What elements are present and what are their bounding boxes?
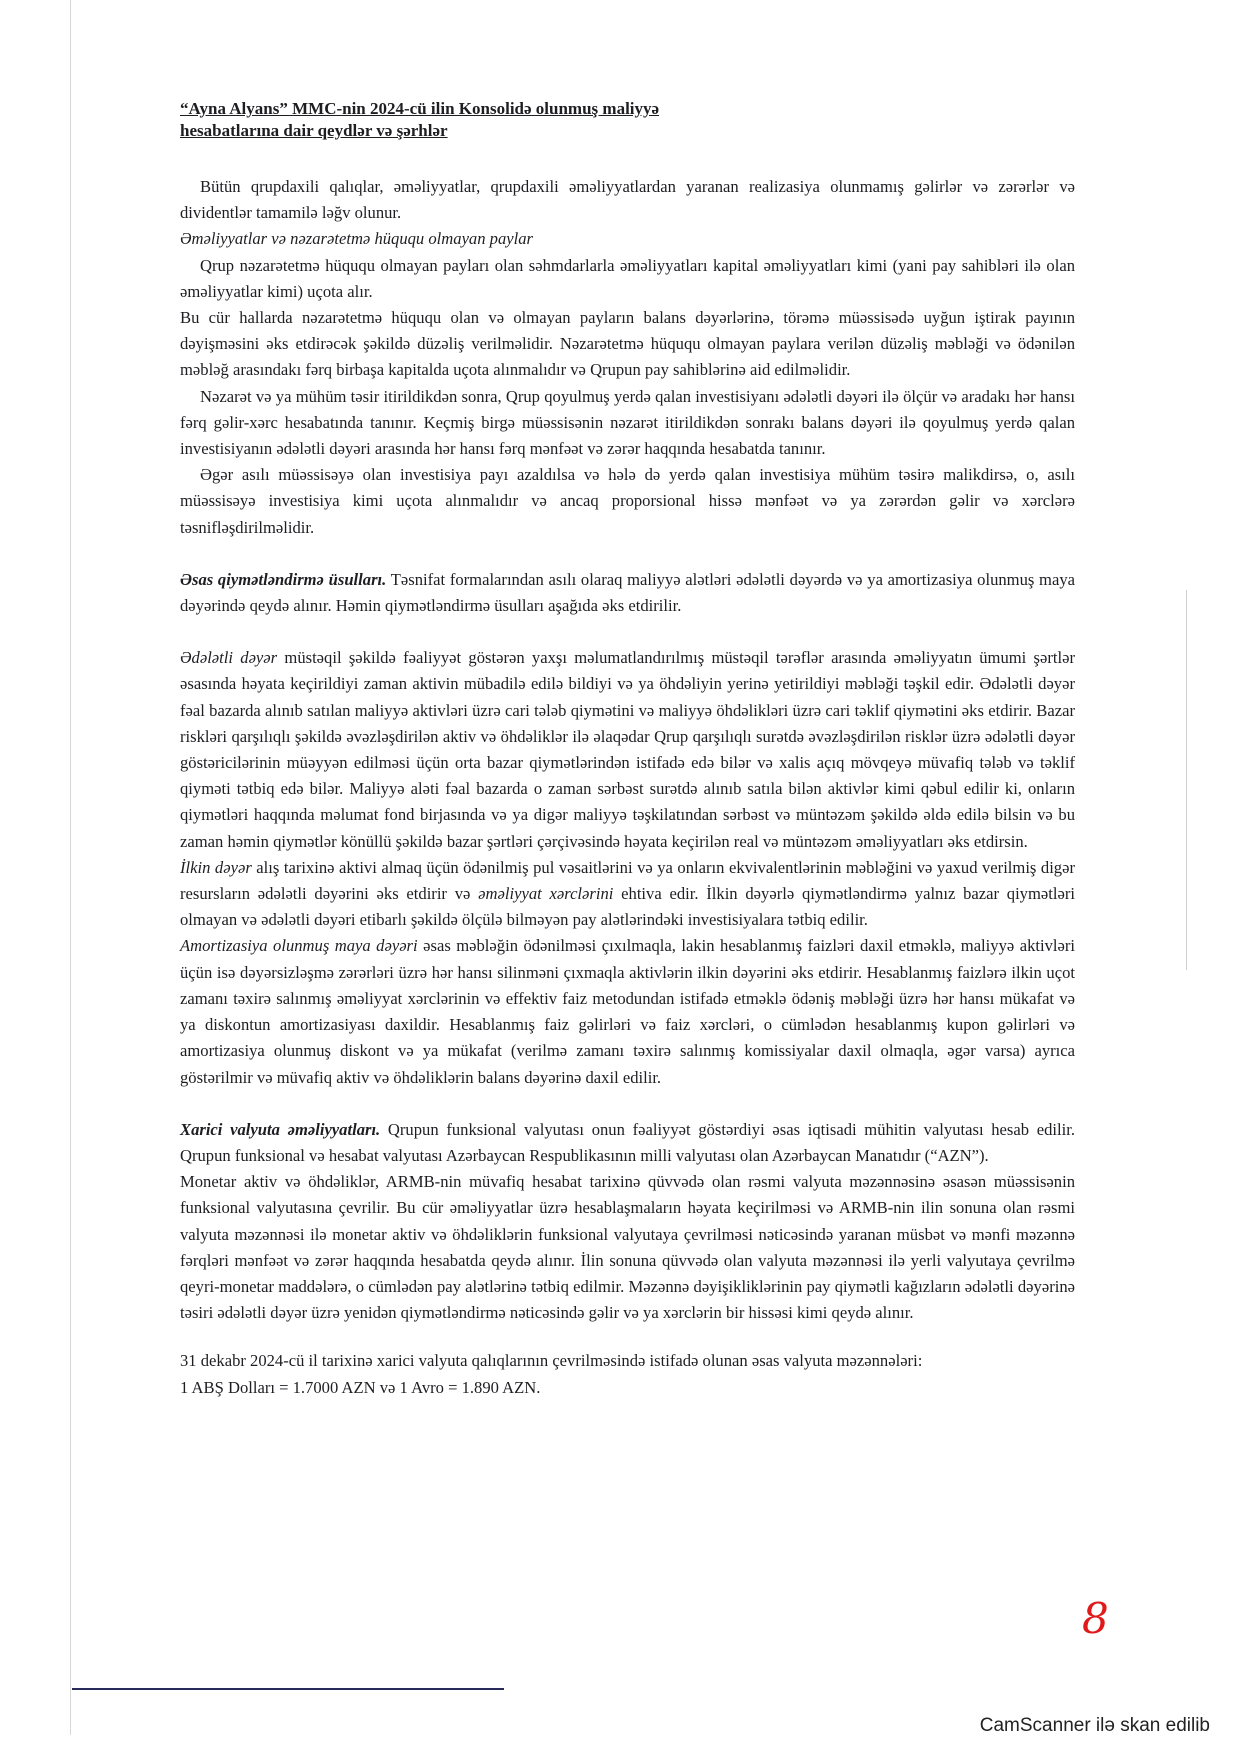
- paragraph-exchange-rates: 1 ABŞ Dolları = 1.7000 AZN və 1 Avro = 1.890 AZN.: [180, 1377, 541, 1397]
- term-initial-cost: İlkin dəyər: [180, 857, 252, 877]
- valuation-methods-text: Təsnifat formalarından asılı olaraq maliyyə alətləri ədələtli dəyərdə və ya amortizasiya olunmuş maya dəyərində qeydə alınır. Həmin qiymətləndirmə üsulları aşağıda əks etdirilir.: [180, 569, 1075, 616]
- heading-foreign-currency: Xarici valyuta əməliyyatları.: [180, 1119, 381, 1139]
- amortised-cost-text: əsas məbləğin ödənilməsi çıxılmaqla, lakin hesablanmış faizləri daxil etməklə, maliyyə aktivləri üçün isə dəyərsizləşmə zərərləri üzrə hər hansı silinməni çıxmaqla aktivlərin ilkin dəyərini əks etdirir. Hesablanmış faizlərə ilkin uçot zamanı təxirə salınmış əməliyyat xərclərinin və effektiv faiz metodundan istifadə etməklə ödəniş məbləği üzrə hər hansı mükafat və ya diskontun amortizasiyası daxildir. Hesablanmış faiz gəlirləri və faiz xərcləri, o cümlədən hesablanmış kupon gəlirləri və amortizasiya olunmuş diskont və ya mükafat (verilmə zamanı təxirə salınmış komissiyalar daxil olmaqla, əgər varsa) ayrıca göstərilmir və müvafiq aktiv və öhdəliklərin balans dəyərinə daxil edilir.: [180, 936, 1075, 1087]
- initial-cost-text-a: alış tarixinə aktivi almaq üçün ödənilmiş pul vəsaitlərini və ya onların ekvivalentlərinin məbləğini və yaxud verilmiş digər resursların ədələtli dəyərini əks etdirir və: [180, 857, 1075, 904]
- paragraph-minority-transactions: Qrup nəzarətetmə hüququ olmayan payları olan səhmdarlarla əməliyyatları kapital əməliyyatları kimi (yani pay sahibləri ilə olan əməliyyatlar kimi) uçota alır.: [180, 255, 1075, 301]
- initial-cost-text-b: ehtiva edir. İlkin dəyərlə qiymətləndirmə yalnız bazar qiymətləri olmayan və ədələtli dəyəri etibarlı şəkildə ölçülə bilməyən pay alətlərindəki investisiyalara tətbiq edilir.: [180, 884, 1075, 930]
- scanner-watermark: CamScanner ilə skan edilib: [979, 1715, 1210, 1736]
- paragraph-eliminations: Bütün qrupdaxili qalıqlar, əməliyyatlar, qrupdaxili əməliyyatlardan yaranan realizasiya olunmamış gəlirlər və zərərlər və dividentlər tamamilə ləğv olunur.: [180, 177, 1075, 223]
- foreign-currency-text: Qrupun funksional valyutası onun fəaliyyət göstərdiyi əsas iqtisadi mühitin valyutası hesab edilir. Qrupun funksional və hesabat valyutası Azərbaycan Respublikasının milli valyutası olan Azərbaycan Manatıdır (“AZN”).: [180, 1119, 1075, 1165]
- paragraph-exchange-rates-intro: 31 dekabr 2024-cü il tarixinə xarici valyuta qalıqlarının çevrilməsində istifadə olunan əsas valyuta məzənnələri:: [180, 1351, 923, 1371]
- heading-minority-interests: Əməliyyatlar və nəzarətetmə hüququ olmayan paylar: [180, 229, 533, 249]
- paragraph-valuation-methods: [180, 567, 1075, 619]
- page-edge-line: [70, 0, 71, 1735]
- page-edge-line-right: [1186, 590, 1187, 970]
- paragraph-carrying-amounts: Bu cür hallarda nəzarətetmə hüququ olan və olmayan payların balans dəyərlərinə, törəmə müəssisədə uyğun iştirak payının dəyişməsini əks etdirəcək şəkildə düzəliş verilməlidir. Nəzarətetmə hüququ olmayan paylara verilən düzəliş məbləği və ödənilən məbləğ arasındakı fərq birbaşa kapitalda uçota alınmalıdır və Qrupun pay sahiblərinə aid edilməlidir.: [180, 308, 1075, 380]
- term-fair-value: Ədələtli dəyər: [180, 648, 278, 668]
- paragraph-loss-of-control: Nəzarət və ya mühüm təsir itirildikdən sonra, Qrup qoyulmuş yerdə qalan investisiyanı ədələtli dəyəri ilə ölçür və aradakı hər hansı fərq gəlir-xərc hesabatında tanınır. Keçmiş birgə müəssisənin nəzarət itirildikdən sonrakı balans dəyəri ilə qoyulmuş yerdə qalan investisiyanın ədələtli dəyəri arasında hər hansı fərq mənfəət və zərər haqqında hesabatda tanınır.: [180, 386, 1075, 459]
- paragraph-amortised-cost: [180, 933, 1075, 1090]
- paragraph-associate-reduction: Əgər asılı müəssisəyə olan investisiya payı azaldılsa və hələ də yerdə qalan investisiya mühüm təsirə malikdirsə, o, asılı müəssisəyə investisiya kimi uçota alınmalıdır və ancaq proporsional hissə mənfəət və ya zərərdən gəlir və xərclərə təsnifləşdirilməlidir.: [180, 465, 1075, 537]
- fair-value-text: müstəqil şəkildə fəaliyyət göstərən yaxşı məlumatlandırılmış müstəqil tərəflər arasında əməliyyatın ümumi şərtlər əsasında həyata keçirildiyi zaman aktivin mübadilə edilə bildiyi və ya öhdəliyin yerinə yetirildiyi məbləği təşkil edir. Ədələtli dəyər fəal bazarda alınıb satılan maliyyə aktivləri üzrə cari tələb qiymətini və maliyyə öhdəlikləri üzrə cari təklif qiymətini əks etdirir. Bazar riskləri qarşılıqlı şəkildə əvəzləşdirilən aktiv və öhdəliklər ilə əlaqədar Qrup qarşılıqlı surətdə əvəzləşdirilən risklər üzrə ədələtli dəyər göstəricilərinin müəyyən edilməsi üçün orta bazar qiymətlərindən istifadə edə bilər və xalis açıq mövqeyə müvafiq tələb və təklif qiyməti tətbiq edə bilər. Maliyyə aləti fəal bazarda o zaman sərbəst surətdə alınıb satıla bilən aktivlər kimi qəbul edilir ki, onların qiymətləri haqqında məlumat fond birjasında və ya digər maliyyə təşkilatından sərbəst və müntəzəm şəkildə əldə edilə bilsin və bu zaman həmin qiymətlər könüllü şəkildə bazar şərtləri çərçivəsində həyata keçirilən real və müntəzəm əməliyyatları əks etdirsin.: [180, 648, 1075, 851]
- paragraph-initial-cost: [180, 855, 1075, 934]
- handwritten-page-number: 8: [1082, 1594, 1109, 1643]
- document-title: “Ayna Alyans” MMC-nin 2024-cü ilin Konsolidə olunmuş maliyyə hesabatlarına dair qeydlər və şərhlər: [180, 99, 660, 140]
- paragraph-fair-value: [180, 645, 1075, 855]
- term-transaction-costs: əməliyyat xərclərini: [478, 884, 614, 904]
- bottom-rule: [72, 1688, 504, 1690]
- paragraph-foreign-currency: [180, 1117, 1075, 1169]
- paragraph-monetary-translation: Monetar aktiv və öhdəliklər, ARMB-nin müvafiq hesabat tarixinə qüvvədə olan rəsmi valyuta məzənnəsinə əsasən müəssisənin funksional valyutasına çevrilir. Bu cür əməliyyatlar üzrə hesablaşmaların həyata keçirilməsi və ARMB-nin ilin sonuna olan rəsmi valyuta məzənnəsi ilə monetar aktiv və öhdəliklərin funksional valyutaya çevrilməsi nəticəsində yaranan müsbət və mənfi məzənnə fərqləri mənfəət və zərər haqqında hesabatda qeydə alınır. İlin sonuna qüvvədə olan valyuta məzənnəsi ilə yerli valyutaya çevrilmə qeyri-monetar maddələrə, o cümlədən pay alətlərinə tətbiq edilmir. Məzənnə dəyişikliklərinin pay qiymətli kağızların ədələtli dəyərinə təsiri ədələtli dəyər üzrə yenidən qiymətləndirmə nəticəsində gəlir və ya xərclərin bir hissəsi kimi qeydə alınır.: [180, 1172, 1075, 1323]
- term-amortised-cost: Amortizasiya olunmuş maya dəyəri: [180, 936, 418, 956]
- heading-valuation-methods: Əsas qiymətləndirmə üsulları.: [180, 569, 387, 589]
- document-body: [180, 98, 1075, 1401]
